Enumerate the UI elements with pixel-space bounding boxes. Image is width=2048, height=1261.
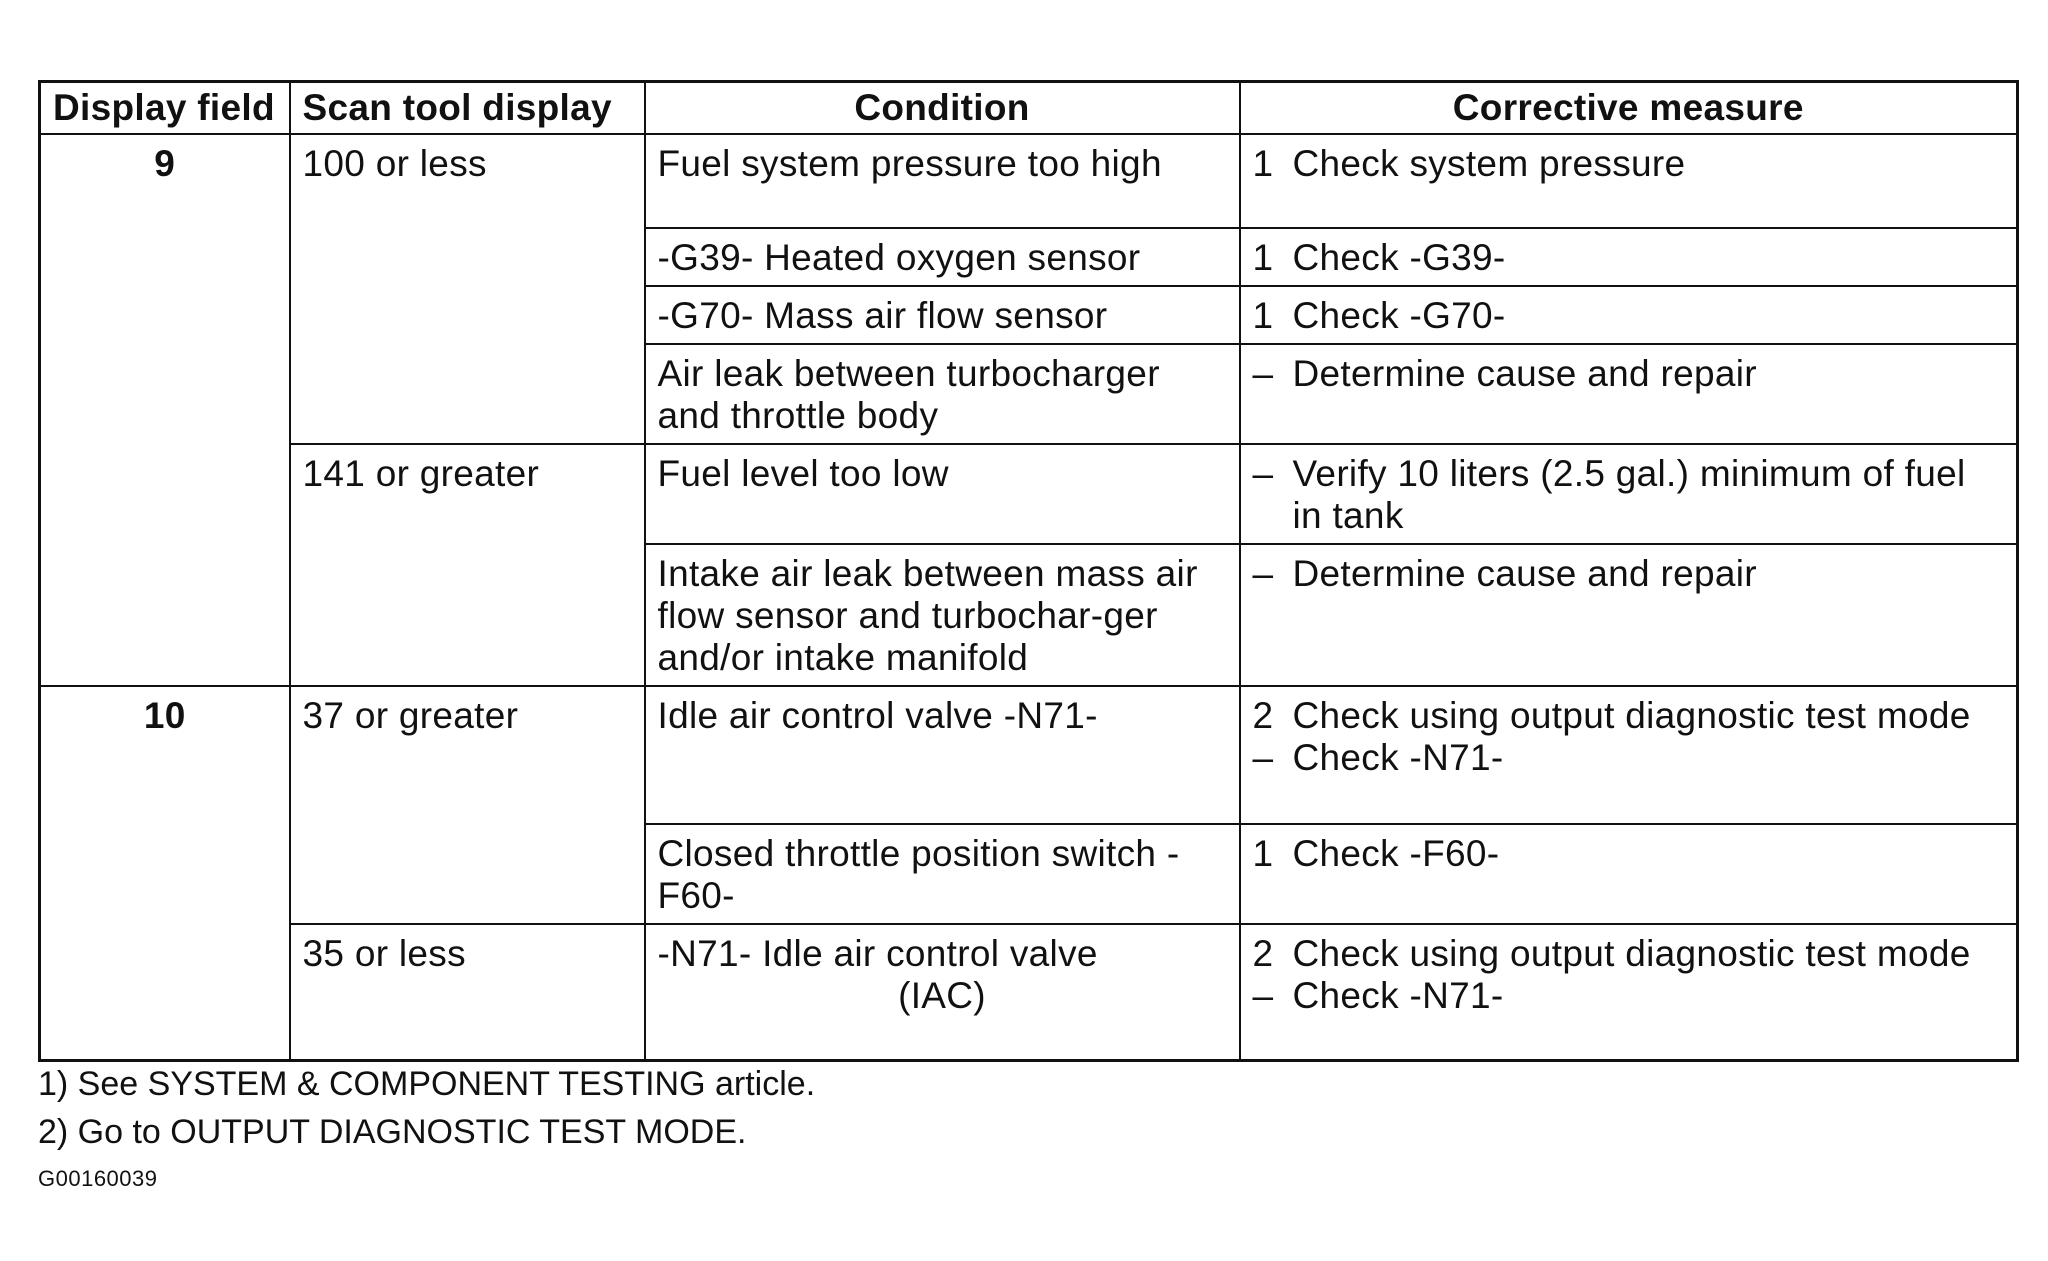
figure-id: G00160039 — [38, 1166, 158, 1191]
condition-cell: Fuel level too low — [645, 444, 1240, 544]
measure-text: Check -N71- — [1292, 737, 1504, 778]
measure-marker: – — [1252, 453, 1274, 494]
table-row — [40, 686, 2018, 824]
scan-value-141-or-greater: 141 or greater — [290, 444, 645, 686]
condition-subtext: (IAC) — [898, 975, 986, 1016]
footnotes — [38, 1060, 815, 1156]
footnote-2: 2) Go to OUTPUT DIAGNOSTIC TEST MODE. — [38, 1113, 747, 1151]
measure-text: Check using output diagnostic test mode — [1292, 695, 1971, 736]
condition-cell — [645, 924, 1240, 1060]
table-row — [40, 134, 2018, 228]
display-field-9: 9 — [40, 134, 290, 686]
footnote-1: 1) See SYSTEM & COMPONENT TESTING article. — [38, 1065, 816, 1103]
measure-marker: 1 — [1252, 295, 1274, 336]
measure-text: Verify 10 liters (2.5 gal.) minimum of fuel in tank — [1292, 453, 1966, 536]
table-row — [40, 924, 2018, 1060]
measure-cell — [1240, 686, 2018, 824]
table-header-row — [40, 82, 2018, 135]
measure-cell — [1240, 228, 2018, 286]
measure-marker: 1 — [1252, 833, 1274, 874]
measure-text: Check using output diagnostic test mode — [1292, 933, 1971, 974]
measure-text: Determine cause and repair — [1292, 553, 1757, 594]
condition-cell: Air leak between turbocharger and throttle body — [645, 344, 1240, 444]
measure-cell — [1240, 924, 2018, 1060]
measure-text: Check -N71- — [1292, 975, 1504, 1016]
condition-cell: Fuel system pressure too high — [645, 134, 1240, 228]
table-row — [40, 444, 2018, 544]
scan-value-35-or-less: 35 or less — [290, 924, 645, 1060]
measure-text: Determine cause and repair — [1292, 353, 1757, 394]
measure-cell — [1240, 444, 2018, 544]
measure-marker: – — [1252, 553, 1274, 594]
condition-cell: Closed throttle position switch -F60- — [645, 824, 1240, 924]
header-display-field: Display field — [40, 82, 290, 135]
measure-text: Check system pressure — [1292, 143, 1686, 184]
measure-cell — [1240, 544, 2018, 686]
measure-cell — [1240, 344, 2018, 444]
measure-marker: 2 — [1252, 933, 1274, 974]
header-corrective-measure: Corrective measure — [1240, 82, 2018, 135]
measure-text: Check -F60- — [1292, 833, 1500, 874]
condition-cell: Intake air leak between mass air flow sensor and turbochar-ger and/or intake manifold — [645, 544, 1240, 686]
condition-cell: Idle air control valve -N71- — [645, 686, 1240, 824]
measure-marker: – — [1252, 737, 1274, 778]
measure-marker: 1 — [1252, 143, 1274, 184]
measure-marker: – — [1252, 353, 1274, 394]
scan-value-37-or-greater: 37 or greater — [290, 686, 645, 924]
measure-marker: 2 — [1252, 695, 1274, 736]
measure-cell — [1240, 286, 2018, 344]
condition-text: -N71- Idle air control valve — [657, 933, 1098, 974]
header-condition: Condition — [645, 82, 1240, 135]
measure-cell — [1240, 134, 2018, 228]
measure-marker: 1 — [1252, 237, 1274, 278]
header-scan-tool-display: Scan tool display — [290, 82, 645, 135]
condition-cell: -G39- Heated oxygen sensor — [645, 228, 1240, 286]
measure-marker: – — [1252, 975, 1274, 1016]
condition-cell: -G70- Mass air flow sensor — [645, 286, 1240, 344]
display-field-10: 10 — [40, 686, 290, 1060]
diagnostic-table — [38, 80, 2019, 1062]
measure-cell — [1240, 824, 2018, 924]
scan-value-100-or-less: 100 or less — [290, 134, 645, 444]
measure-text: Check -G70- — [1292, 295, 1506, 336]
measure-text: Check -G39- — [1292, 237, 1506, 278]
